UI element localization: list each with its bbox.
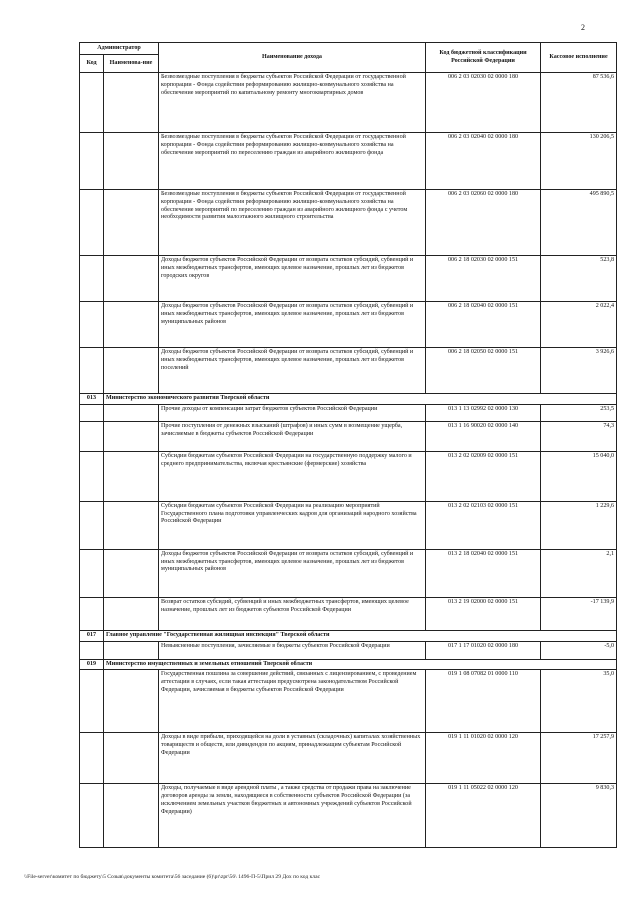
income-name-cell: Прочие доходы от компенсации затрат бюджетов субъектов Российской Федерации [159,404,426,421]
income-name-cell: Безвозмездные поступления в бюджеты субъектов Российской Федерации от государственной корпорации - Фонда содействия реформированию жилищно-коммунального хозяйства на обеспечение мероприятий по переселению граждан из аварийного жилищного фонда [159,133,426,190]
kbk-cell: 017 1 17 01020 02 0000 180 [426,641,541,659]
header-name: Наименова-ние [104,55,159,73]
table-row [80,421,617,451]
admin-name-cell [104,501,159,549]
income-name-cell: Государственная пошлина за совершение действий, связанных с лицензированием, с проведением аттестации в случаях, если такая аттестация предусмотрена законодательством Российской Федерации, зачисляемая в бюджеты субъектов Российской Федерации [159,670,426,733]
code-cell [80,451,104,501]
table-row [80,348,617,394]
section-code: 013 [80,394,104,405]
code-cell [80,302,104,348]
code-cell [80,404,104,421]
admin-name-cell [104,256,159,302]
income-name-cell: Доходы бюджетов субъектов Российской Федерации от возврата остатков субсидий, субвенций и иных межбюджетных трансфертов, имеющих целевое назначение, прошлых лет из бюджетов муниципальных районов [159,549,426,597]
admin-name-cell [104,190,159,256]
table-row [80,73,617,133]
amount-cell: -5,0 [541,641,617,659]
admin-name-cell [104,133,159,190]
amount-cell: 2 022,4 [541,302,617,348]
code-cell [80,597,104,630]
code-cell [80,73,104,133]
amount-cell: 495 890,5 [541,190,617,256]
income-name-cell: Прочие поступления от денежных взысканий (штрафов) и иных сумм в возмещение ущерба, зачисляемые в бюджеты субъектов Российской Федерации [159,421,426,451]
section-code: 017 [80,630,104,641]
code-cell [80,641,104,659]
kbk-cell: 006 2 18 02050 02 0000 151 [426,348,541,394]
table-row [80,256,617,302]
header-amount: Кассовое исполнение [541,43,617,73]
kbk-cell: 013 2 02 02009 02 0000 151 [426,451,541,501]
kbk-cell: 006 2 18 02040 02 0000 151 [426,302,541,348]
income-name-cell: Возврат остатков субсидий, субвенций и иных межбюджетных трансфертов, имеющих целевое назначение, прошлых лет из бюджетов субъектов Российской Федерации [159,597,426,630]
income-name-cell: Невыясненные поступления, зачисляемые в бюджеты субъектов Российской Федерации [159,641,426,659]
income-name-cell: Доходы, получаемые в виде арендной платы , а также средства от продажи права на заключение договоров аренды за земли, находящиеся в собственности субъектов Российской Федерации (за исключением земельных участков бюджетных и автономных учреждений субъектов Российской Федерации) [159,784,426,848]
table-row [80,670,617,733]
table-row [80,133,617,190]
admin-name-cell [104,404,159,421]
amount-cell: 74,3 [541,421,617,451]
amount-cell: 2,1 [541,549,617,597]
kbk-cell: 013 1 16 90020 02 0000 140 [426,421,541,451]
code-cell [80,421,104,451]
admin-name-cell [104,421,159,451]
income-name-cell: Субсидии бюджетам субъектов Российской Федерации на реализацию мероприятий Государственного плана подготовки управленческих кадров для организаций народного хозяйства Российской Федерации [159,501,426,549]
table-row [80,549,617,597]
section-row [80,630,617,641]
admin-name-cell [104,784,159,848]
admin-name-cell [104,302,159,348]
kbk-cell: 006 2 18 02030 02 0000 151 [426,256,541,302]
admin-name-cell [104,549,159,597]
header-code: Код [80,55,104,73]
table-row [80,404,617,421]
table-row [80,451,617,501]
header-kbk: Код бюджетной классификации Российской Федерации [426,43,541,73]
code-cell [80,133,104,190]
amount-cell: 523,8 [541,256,617,302]
kbk-cell: 006 2 03 02060 02 0000 180 [426,190,541,256]
section-title: Министерство имущественных и земельных отношений Тверской области [104,659,617,670]
table-row [80,641,617,659]
code-cell [80,190,104,256]
kbk-cell: 019 1 11 01020 02 0000 120 [426,733,541,784]
amount-cell: 253,5 [541,404,617,421]
section-title: Министерство экономического развития Тверской области [104,394,617,405]
section-title: Главное управление "Государственная жилищная инспекция" Тверской области [104,630,617,641]
page-number: 2 [581,23,585,32]
income-name-cell: Доходы бюджетов субъектов Российской Федерации от возврата остатков субсидий, субвенций и иных межбюджетных трансфертов, имеющих целевое назначение, прошлых лет из бюджетов поселений [159,348,426,394]
kbk-cell: 013 2 02 02103 02 0000 151 [426,501,541,549]
revenue-table [79,42,617,848]
header-administrator: Администратор [80,43,159,55]
admin-name-cell [104,733,159,784]
code-cell [80,501,104,549]
kbk-cell: 019 1 08 07082 01 0000 110 [426,670,541,733]
header-income-name: Наименование дохода [159,43,426,73]
income-name-cell: Субсидии бюджетам субъектов Российской Федерации на государственную поддержку малого и среднего предпринимательства, включая крестьянские (фермерские) хозяйства [159,451,426,501]
amount-cell: 1 229,6 [541,501,617,549]
admin-name-cell [104,641,159,659]
amount-cell: 15 040,0 [541,451,617,501]
admin-name-cell [104,670,159,733]
amount-cell: 17 257,9 [541,733,617,784]
table-row [80,784,617,848]
kbk-cell: 019 1 11 05022 02 0000 120 [426,784,541,848]
table-row [80,302,617,348]
kbk-cell: 006 2 03 02040 02 0000 180 [426,133,541,190]
income-name-cell: Доходы в виде прибыли, приходящейся на доли в уставных (складочных) капиталах хозяйственных товариществ и обществ, или дивидендов по акциям, принадлежащим субъектам Российской Федерации [159,733,426,784]
income-name-cell: Безвозмездные поступления в бюджеты субъектов Российской Федерации от государственной корпорации - Фонда содействия реформированию жилищно-коммунального хозяйства на обеспечение мероприятий по переселению граждан из аварийного жилищного фонда с учетом необходимости развития малоэтажного жилищного строительства [159,190,426,256]
code-cell [80,733,104,784]
code-cell [80,784,104,848]
code-cell [80,549,104,597]
income-name-cell: Безвозмездные поступления в бюджеты субъектов Российской Федерации от государственной корпорации - Фонда содействия реформированию жилищно-коммунального хозяйства на обеспечение мероприятий по капитальному ремонту многоквартирных домов [159,73,426,133]
income-name-cell: Доходы бюджетов субъектов Российской Федерации от возврата остатков субсидий, субвенций и иных межбюджетных трансфертов, имеющих целевое назначение, прошлых лет из бюджетов городских округов [159,256,426,302]
code-cell [80,670,104,733]
admin-name-cell [104,597,159,630]
code-cell [80,256,104,302]
table-row [80,733,617,784]
amount-cell: 87 536,6 [541,73,617,133]
kbk-cell: 013 1 13 02992 02 0000 130 [426,404,541,421]
kbk-cell: 013 2 19 02000 02 0000 151 [426,597,541,630]
section-code: 019 [80,659,104,670]
amount-cell: 130 206,5 [541,133,617,190]
amount-cell: 35,0 [541,670,617,733]
table-row [80,190,617,256]
amount-cell: 9 830,3 [541,784,617,848]
section-row [80,659,617,670]
admin-name-cell [104,348,159,394]
file-path-footer: \\File-server\комитет по бюджету\5 Созыв\документы комитета\56 заседание (6)\pr\zpr\56\ 1496-П-5\Прил 29 Дох по код клас [24,874,321,880]
table-row [80,597,617,630]
amount-cell: -17 139,9 [541,597,617,630]
admin-name-cell [104,73,159,133]
income-name-cell: Доходы бюджетов субъектов Российской Федерации от возврата остатков субсидий, субвенций и иных межбюджетных трансфертов, имеющих целевое назначение, прошлых лет из бюджетов муниципальных районов [159,302,426,348]
kbk-cell: 013 2 18 02040 02 0000 151 [426,549,541,597]
code-cell [80,348,104,394]
kbk-cell: 006 2 03 02030 02 0000 180 [426,73,541,133]
table-row [80,501,617,549]
admin-name-cell [104,451,159,501]
amount-cell: 3 926,6 [541,348,617,394]
section-row [80,394,617,405]
